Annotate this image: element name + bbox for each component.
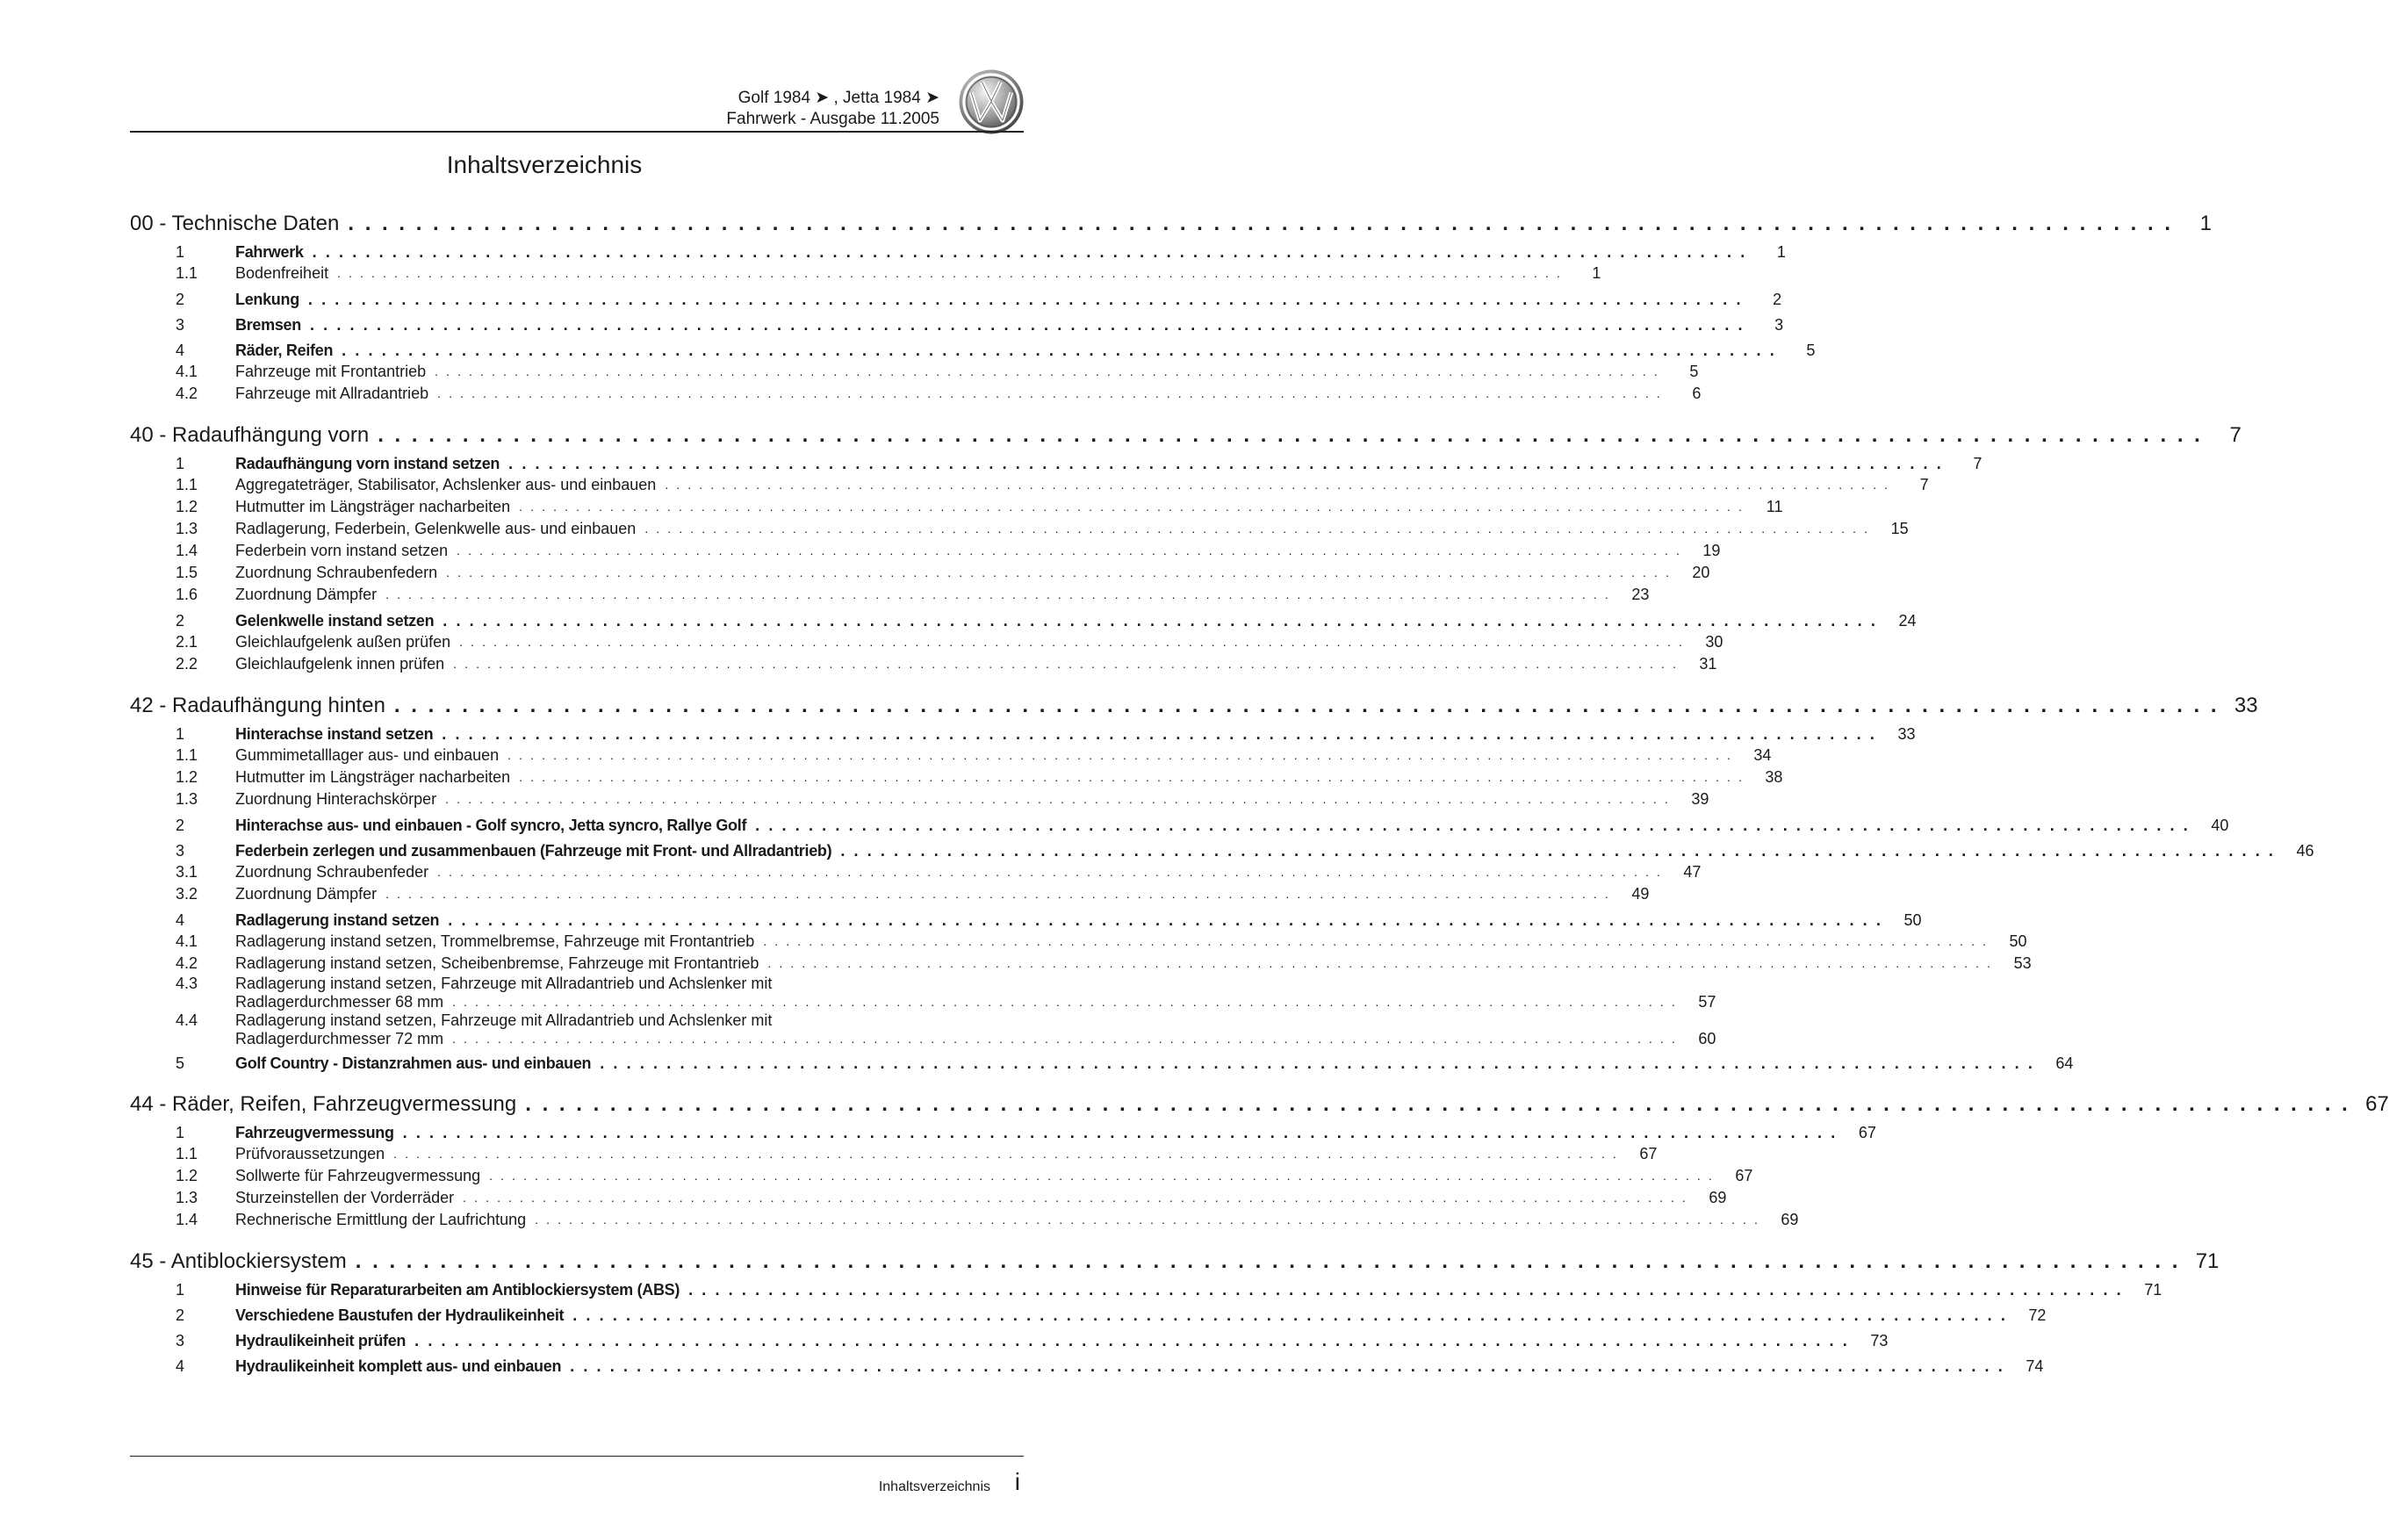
- toc-page-number: 24: [1898, 612, 1917, 630]
- dot-leader: . . . . . . . . . . . . . . . . . . . . . . . . . . . . . . . . . . . . . . . . . . . . . . . . . . . . . . . . . . . . . . . . . . . . . . . . . . . . . . . . . . . . . . . . . . . . . . . . . . . . . . . . . . . .: [763, 934, 1989, 948]
- dot-leader: . . . . . . . . . . . . . . . . . . . . . . . . . . . . . . . . . . . . . . . . . . . . . . . . . . . . . . . . . . . . . . . . . . . . . . . . . . . . . . . . . . . . . . . . . . . . . . . . . . . . . . . . . . . .: [437, 386, 1663, 400]
- toc-subsection-row: [176, 931, 2027, 953]
- toc-chapter-label: [130, 1249, 347, 1275]
- dot-leader: . . . . . . . . . . . . . . . . . . . . . . . . . . . . . . . . . . . . . . . . . . . . . . . . . . . . . . . . . . . . . . . . . . . . . . . . . . . . . . . . . . . . . . . . . . . . . . . . . . . . . . . . . . . .: [453, 657, 1679, 671]
- toc-subsection[interactable]: [130, 1143, 1658, 1165]
- toc-page-number: 11: [1766, 498, 1783, 515]
- toc-subsection-row: [176, 993, 1716, 1011]
- toc-subsection-title: Radlagerung instand setzen, Scheibenbremse, Fahrzeuge mit Frontantrieb: [235, 954, 759, 972]
- dot-leader: . . . . . . . . . . . . . . . . . . . . . . . . . . . . . . . . . . . . . . . . . . . . . . . . . . . . . . . . . . . . . . . . . . . . . . . . . . . . . . . . . . . . . . . . . . . . . . . . . . . . . . . . . . . .: [402, 1124, 1838, 1141]
- toc-section-row: [176, 610, 1917, 631]
- toc-section-title: Bremsen: [235, 316, 301, 334]
- toc-section[interactable]: [130, 1305, 2047, 1326]
- toc-page-number: 69: [1781, 1211, 1799, 1228]
- toc-subsection-number: 3.2: [176, 885, 198, 903]
- dot-leader: . . . . . . . . . . . . . . . . . . . . . . . . . . . . . . . . . . . . . . . . . . . . . . . . . . . . . . . . . . . . . . . . . . . . . . . . . . . . . . . . . . . . . . . . . . . . . . . . . . . . . . . . . . . .: [519, 500, 1745, 514]
- toc-section-number: 1: [176, 1281, 185, 1299]
- toc-page-number: 71: [2195, 1249, 2220, 1273]
- toc-section-number: 1: [176, 725, 185, 743]
- toc-subsection-number: 4.2: [176, 385, 198, 402]
- toc-section-title: Hinterachse instand setzen: [235, 725, 434, 743]
- dot-leader: . . . . . . . . . . . . . . . . . . . . . . . . . . . . . . . . . . . . . . . . . . . . . . . . . . . . . . . . . . . . . . . . . . . . . . . . . . . . . . . . . . . . . . . . . . . . . . . . . . . . . . . . . . . .: [457, 543, 1682, 558]
- toc-subsection-row: [176, 1165, 1753, 1187]
- toc-section[interactable]: [130, 723, 1916, 745]
- dot-leader: . . . . . . . . . . . . . . . . . . . . . . . . . . . . . . . . . . . . . . . . . . . . . . . . . . . . . . . . . . . . . . . . . . . . . . . . . . . . . . . . . . . . . . . . . . . . . . . . . . . . . . . . . . . .: [755, 817, 2191, 834]
- toc-subsection[interactable]: [130, 562, 1710, 584]
- dot-leader: . . . . . . . . . . . . . . . . . . . . . . . . . . . . . . . . . . . . . . . . . . . . . . . . . . . . . . . . . . . . . . . . . . . . . . . . . . . . . . . . . . . . . . . . . . . . . . . . . . . . . . . . . . . .: [414, 1332, 1850, 1349]
- toc-subsection-title: Federbein vorn instand setzen: [235, 542, 449, 559]
- toc-subsection-title: Sollwerte für Fahrzeugvermessung: [235, 1167, 481, 1184]
- toc-subsection-row: [176, 788, 1709, 810]
- dot-leader: . . . . . . . . . . . . . . . . . . . . . . . . . . . . . . . . . . . . . . . . . . . . . . . . . . . . . . . . . . . . . . . . . . . . . . . . . . . . . . . . . . . . . . . . . . . . . . . . . . . . . . . . . . . .: [525, 1092, 2350, 1116]
- toc-subsection-row: [176, 474, 1929, 496]
- toc-page-number: 3: [1774, 316, 1784, 334]
- toc-chapter-number: 00 -: [130, 212, 167, 235]
- toc-page-number: 30: [1705, 633, 1723, 651]
- footer-divider: [130, 1456, 1024, 1457]
- header-divider: [130, 131, 1024, 133]
- dot-leader: . . . . . . . . . . . . . . . . . . . . . . . . . . . . . . . . . . . . . . . . . . . . . . . . . . . . . . . . . . . . . . . . . . . . . . . . . . . . . . . . . . . . . . . . . . . . . . . . . . . . . . . . . . . .: [385, 587, 1611, 601]
- toc-subsection-title: Radlagerung instand setzen, Trommelbremse, Fahrzeuge mit Frontantrieb: [235, 932, 755, 950]
- toc-subsection-title: Radlagerung, Federbein, Gelenkwelle aus- und einbauen: [235, 520, 637, 537]
- toc-page-number: 73: [1870, 1332, 1889, 1349]
- toc-section-title: Gelenkwelle instand setzen: [235, 612, 435, 630]
- toc-page-number: 67: [1735, 1167, 1753, 1184]
- toc-subsection-row: [176, 584, 1650, 606]
- toc-chapter-row: [130, 422, 2241, 449]
- toc-subsection-row: [176, 562, 1710, 584]
- toc-subsection-row: [176, 1143, 1658, 1165]
- toc-section-number: 2: [176, 1306, 185, 1324]
- toc-section-row: [176, 1122, 1876, 1143]
- toc-section-row: [176, 910, 1922, 931]
- toc-chapter[interactable]: [130, 211, 2212, 237]
- toc-subsection-number: 1.4: [176, 1211, 198, 1228]
- toc-subsection-number: 3.1: [176, 863, 198, 881]
- dot-leader: . . . . . . . . . . . . . . . . . . . . . . . . . . . . . . . . . . . . . . . . . . . . . . . . . . . . . . . . . . . . . . . . . . . . . . . . . . . . . . . . . . . . . . . . . . . . . . . . . . . . . . . . . . . .: [535, 1213, 1760, 1227]
- dot-leader: . . . . . . . . . . . . . . . . . . . . . . . . . . . . . . . . . . . . . . . . . . . . . . . . . . . . . . . . . . . . . . . . . . . . . . . . . . . . . . . . . . . . . . . . . . . . . . . . . . . . . . . . . . . .: [435, 364, 1660, 378]
- dot-leader: . . . . . . . . . . . . . . . . . . . . . . . . . . . . . . . . . . . . . . . . . . . . . . . . . . . . . . . . . . . . . . . . . . . . . . . . . . . . . . . . . . . . . . . . . . . . . . . . . . . . . . . . . . . .: [437, 865, 1663, 879]
- toc-subsection-title: Gummimetalllager aus- und einbauen: [235, 746, 500, 764]
- dot-leader: . . . . . . . . . . . . . . . . . . . . . . . . . . . . . . . . . . . . . . . . . . . . . . . . . . . . . . . . . . . . . . . . . . . . . . . . . . . . . . . . . . . . . . . . . . . . . . . . . . . . . . . . . . . .: [644, 522, 1870, 536]
- toc-subsection-row: [176, 263, 1601, 284]
- toc-subsection[interactable]: [130, 584, 1650, 606]
- toc-subsection-row: [176, 1187, 1727, 1209]
- toc-page-number: 47: [1683, 863, 1702, 881]
- toc-section-row: [176, 1356, 2044, 1377]
- toc-page-number: 53: [2013, 954, 2032, 972]
- toc-chapter-row: [130, 1249, 2220, 1275]
- toc-section[interactable]: [130, 1330, 1889, 1351]
- toc-section[interactable]: [130, 340, 1816, 361]
- toc-subsection-row: [176, 653, 1717, 675]
- toc-page-number: 50: [1903, 911, 1922, 929]
- toc-subsection-title: Prüfvoraussetzungen: [235, 1145, 385, 1162]
- toc-subsection-row: [176, 766, 1783, 788]
- toc-section-number: 2: [176, 817, 185, 834]
- toc-page-number: 57: [1698, 993, 1716, 1011]
- toc-page-number: 39: [1691, 790, 1709, 808]
- toc-chapter[interactable]: [130, 1249, 2220, 1275]
- toc-section[interactable]: [130, 610, 1917, 631]
- toc-page-number: 15: [1890, 520, 1909, 537]
- toc-page-number: 2: [1773, 291, 1782, 308]
- toc-subsection-title: Gleichlaufgelenk außen prüfen: [235, 633, 451, 651]
- toc-subsection-number: 1.4: [176, 542, 198, 559]
- toc-page-number: 67: [1858, 1124, 1876, 1141]
- toc-section-number: 1: [176, 455, 185, 472]
- toc-subsection[interactable]: [130, 1187, 1727, 1209]
- toc-subsection-title: Hutmutter im Längsträger nacharbeiten: [235, 768, 511, 786]
- toc-subsection-number: 2.1: [176, 633, 198, 651]
- toc-section-title: Hinweise für Reparaturarbeiten am Antiblockiersystem (ABS): [235, 1281, 680, 1299]
- toc-subsection[interactable]: [130, 1209, 1799, 1231]
- toc-section[interactable]: [130, 840, 2314, 861]
- toc-subsection[interactable]: [130, 975, 1716, 1011]
- toc-section-row: [176, 815, 2229, 836]
- toc-subsection-number: 1.2: [176, 498, 198, 515]
- dot-leader: . . . . . . . . . . . . . . . . . . . . . . . . . . . . . . . . . . . . . . . . . . . . . . . . . . . . . . . . . . . . . . . . . . . . . . . . . . . . . . . . . . . . . . . . . . . . . . . . . . . . . . . . . . . .: [688, 1281, 2124, 1299]
- toc-section-row: [176, 1330, 1889, 1351]
- toc-page-number: 1: [1776, 243, 1786, 261]
- dot-leader: . . . . . . . . . . . . . . . . . . . . . . . . . . . . . . . . . . . . . . . . . . . . . . . . . . . . . . . . . . . . . . . . . . . . . . . . . . . . . . . . . . . . . . . . . . . . . . . . . . . . . . . . . . . .: [348, 212, 2173, 235]
- toc-subsection-number: 1.1: [176, 746, 198, 764]
- toc-section[interactable]: [130, 1122, 1876, 1143]
- toc-subsection-title: Aggregateträger, Stabilisator, Achslenker aus- und einbauen: [235, 476, 657, 493]
- toc-section-title: Radlagerung instand setzen: [235, 911, 440, 929]
- toc-section-row: [176, 340, 1816, 361]
- dot-leader: . . . . . . . . . . . . . . . . . . . . . . . . . . . . . . . . . . . . . . . . . . . . . . . . . . . . . . . . . . . . . . . . . . . . . . . . . . . . . . . . . . . . . . . . . . . . . . . . . . . . . . . . . . . .: [342, 342, 1777, 359]
- toc-subsection[interactable]: [130, 518, 1909, 540]
- toc-page-number: 1: [2199, 212, 2212, 235]
- dot-leader: . . . . . . . . . . . . . . . . . . . . . . . . . . . . . . . . . . . . . . . . . . . . . . . . . . . . . . . . . . . . . . . . . . . . . . . . . . . . . . . . . . . . . . . . . . . . . . . . . . . . . . . . . . . .: [507, 748, 1733, 762]
- dot-leader: . . . . . . . . . . . . . . . . . . . . . . . . . . . . . . . . . . . . . . . . . . . . . . . . . . . . . . . . . . . . . . . . . . . . . . . . . . . . . . . . . . . . . . . . . . . . . . . . . . . . . . . . . . . .: [337, 266, 1563, 280]
- dot-leader: . . . . . . . . . . . . . . . . . . . . . . . . . . . . . . . . . . . . . . . . . . . . . . . . . . . . . . . . . . . . . . . . . . . . . . . . . . . . . . . . . . . . . . . . . . . . . . . . . . . . . . . . . . . .: [312, 243, 1747, 261]
- toc-section-row: [176, 840, 2314, 861]
- dot-leader: . . . . . . . . . . . . . . . . . . . . . . . . . . . . . . . . . . . . . . . . . . . . . . . . . . . . . . . . . . . . . . . . . . . . . . . . . . . . . . . . . . . . . . . . . . . . . . . . . . . . . . . . . . . .: [309, 316, 1745, 334]
- toc-page-number: 20: [1692, 564, 1710, 581]
- toc-page-number: 46: [2296, 842, 2314, 860]
- toc-page-number: 23: [1631, 586, 1650, 603]
- toc-page-number: 33: [2234, 694, 2258, 717]
- toc-chapter[interactable]: [130, 693, 2258, 719]
- toc-subsection[interactable]: [130, 766, 1783, 788]
- dot-leader: . . . . . . . . . . . . . . . . . . . . . . . . . . . . . . . . . . . . . . . . . . . . . . . . . . . . . . . . . . . . . . . . . . . . . . . . . . . . . . . . . . . . . . . . . . . . . . . . . . . . . . . . . . . .: [489, 1169, 1715, 1183]
- toc-subsection-title: Fahrzeuge mit Frontantrieb: [235, 363, 427, 380]
- toc-page-number: 72: [2028, 1306, 2047, 1324]
- toc-subsection-number: 1.1: [176, 1145, 198, 1162]
- dot-leader: . . . . . . . . . . . . . . . . . . . . . . . . . . . . . . . . . . . . . . . . . . . . . . . . . . . . . . . . . . . . . . . . . . . . . . . . . . . . . . . . . . . . . . . . . . . . . . . . . . . . . . . . . . . .: [385, 887, 1611, 901]
- toc-chapter-row: [130, 211, 2212, 237]
- dot-leader: . . . . . . . . . . . . . . . . . . . . . . . . . . . . . . . . . . . . . . . . . . . . . . . . . . . . . . . . . . . . . . . . . . . . . . . . . . . . . . . . . . . . . . . . . . . . . . . . . . . . . . . . . . . .: [570, 1357, 2005, 1375]
- toc-subsection-row: [176, 1209, 1799, 1231]
- toc-subsection-row: [176, 518, 1909, 540]
- dot-leader: . . . . . . . . . . . . . . . . . . . . . . . . . . . . . . . . . . . . . . . . . . . . . . . . . . . . . . . . . . . . . . . . . . . . . . . . . . . . . . . . . . . . . . . . . . . . . . . . . . . . . . . . . . . .: [767, 956, 1993, 970]
- toc-section[interactable]: [130, 289, 1782, 310]
- toc-subsection-number: 1.1: [176, 476, 198, 493]
- toc-subsection[interactable]: [130, 653, 1717, 675]
- toc-chapter-title: Technische Daten: [171, 212, 340, 235]
- toc-subsection-title: Bodenfreiheit: [235, 264, 329, 282]
- toc-page-number: 64: [2055, 1054, 2074, 1072]
- toc-subsection-title: Hutmutter im Längsträger nacharbeiten: [235, 498, 511, 515]
- toc-subsection[interactable]: [130, 861, 1702, 883]
- toc-subsection[interactable]: [130, 953, 2032, 975]
- toc-section-title: Radaufhängung vorn instand setzen: [235, 455, 500, 472]
- toc-section-number: 2: [176, 291, 185, 308]
- toc-page-number: 6: [1692, 385, 1702, 402]
- toc-subsection-title: Zuordnung Dämpfer: [235, 885, 378, 903]
- toc-chapter-row: [130, 1091, 2389, 1118]
- dot-leader: . . . . . . . . . . . . . . . . . . . . . . . . . . . . . . . . . . . . . . . . . . . . . . . . . . . . . . . . . . . . . . . . . . . . . . . . . . . . . . . . . . . . . . . . . . . . . . . . . . . . . . . . . . . .: [508, 455, 1944, 472]
- toc-section-title: Verschiedene Baustufen der Hydraulikeinheit: [235, 1306, 565, 1324]
- toc-subsection-number: 1.3: [176, 520, 198, 537]
- toc-page-number: 69: [1709, 1189, 1727, 1206]
- toc-subsection-number: 1.6: [176, 586, 198, 603]
- toc-section-number: 5: [176, 1054, 185, 1072]
- toc-subsection-number: 4.1: [176, 932, 198, 950]
- toc-subsection-number: 1.3: [176, 790, 198, 808]
- toc-section-number: 3: [176, 316, 185, 334]
- toc-subsection-row: [176, 361, 1699, 383]
- page-title: Inhaltsverzeichnis: [446, 151, 643, 178]
- toc-section[interactable]: [130, 1053, 2074, 1074]
- dot-leader: . . . . . . . . . . . . . . . . . . . . . . . . . . . . . . . . . . . . . . . . . . . . . . . . . . . . . . . . . . . . . . . . . . . . . . . . . . . . . . . . . . . . . . . . . . . . . . . . . . . . . . . . . . . .: [442, 725, 1877, 743]
- toc-subsection-number: 1.2: [176, 768, 198, 786]
- toc-chapter-row: [130, 693, 2258, 719]
- toc-chapter-number: 45 -: [130, 1249, 167, 1273]
- footer-page-number: i: [1014, 1468, 1020, 1495]
- toc-section-title: Räder, Reifen: [235, 342, 334, 359]
- toc-chapter-label: [130, 211, 339, 237]
- toc-subsection-title: Zuordnung Schraubenfeder: [235, 863, 429, 881]
- toc-page-number: 5: [1806, 342, 1816, 359]
- toc-section-title: Fahrzeugvermessung: [235, 1124, 394, 1141]
- toc-subsection-row: [176, 383, 1702, 405]
- document-header: [726, 88, 939, 130]
- dot-leader: . . . . . . . . . . . . . . . . . . . . . . . . . . . . . . . . . . . . . . . . . . . . . . . . . . . . . . . . . . . . . . . . . . . . . . . . . . . . . . . . . . . . . . . . . . . . . . . . . . . . . . . . . . . .: [665, 478, 1890, 492]
- toc-subsection-row: [176, 883, 1650, 905]
- dot-leader: . . . . . . . . . . . . . . . . . . . . . . . . . . . . . . . . . . . . . . . . . . . . . . . . . . . . . . . . . . . . . . . . . . . . . . . . . . . . . . . . . . . . . . . . . . . . . . . . . . . . . . . . . . . .: [443, 612, 1878, 630]
- toc-subsection-title: Radlagerung instand setzen, Fahrzeuge mit Allradantrieb und Achslenker mit: [235, 1011, 773, 1029]
- toc-page-number: 19: [1702, 542, 1721, 559]
- toc-subsection[interactable]: [130, 1011, 1716, 1048]
- dot-leader: . . . . . . . . . . . . . . . . . . . . . . . . . . . . . . . . . . . . . . . . . . . . . . . . . . . . . . . . . . . . . . . . . . . . . . . . . . . . . . . . . . . . . . . . . . . . . . . . . . . . . . . . . . . .: [355, 1249, 2181, 1273]
- toc-chapter-number: 40 -: [130, 423, 167, 447]
- dot-leader: . . . . . . . . . . . . . . . . . . . . . . . . . . . . . . . . . . . . . . . . . . . . . . . . . . . . . . . . . . . . . . . . . . . . . . . . . . . . . . . . . . . . . . . . . . . . . . . . . . . . . . . . . . . .: [600, 1054, 2035, 1072]
- toc-section-number: 1: [176, 243, 185, 261]
- toc-section[interactable]: [130, 910, 1922, 931]
- toc-section-row: [176, 1053, 2074, 1074]
- dot-leader: . . . . . . . . . . . . . . . . . . . . . . . . . . . . . . . . . . . . . . . . . . . . . . . . . . . . . . . . . . . . . . . . . . . . . . . . . . . . . . . . . . . . . . . . . . . . . . . . . . . . . . . . . . . .: [307, 291, 1744, 308]
- toc-section-row: [176, 289, 1782, 310]
- toc-subsection-title: Rechnerische Ermittlung der Laufrichtung: [235, 1211, 527, 1228]
- toc-section-number: 3: [176, 1332, 185, 1349]
- toc-subsection-number: 4.2: [176, 954, 198, 972]
- toc-subsection[interactable]: [130, 931, 2027, 953]
- dot-leader: . . . . . . . . . . . . . . . . . . . . . . . . . . . . . . . . . . . . . . . . . . . . . . . . . . . . . . . . . . . . . . . . . . . . . . . . . . . . . . . . . . . . . . . . . . . . . . . . . . . . . . . . . . . .: [393, 1147, 1619, 1161]
- toc-page-number: 33: [1897, 725, 1916, 743]
- toc-section-number: 1: [176, 1124, 185, 1141]
- toc-subsection-number: 1.1: [176, 264, 198, 282]
- toc-subsection-title-cont: Radlagerdurchmesser 68 mm: [235, 993, 444, 1011]
- toc-subsection[interactable]: [130, 496, 1783, 518]
- footer-label: Inhaltsverzeichnis: [878, 1479, 990, 1494]
- toc-chapter-label: [130, 693, 385, 719]
- dot-leader: . . . . . . . . . . . . . . . . . . . . . . . . . . . . . . . . . . . . . . . . . . . . . . . . . . . . . . . . . . . . . . . . . . . . . . . . . . . . . . . . . . . . . . . . . . . . . . . . . . . . . . . . . . . .: [446, 565, 1672, 579]
- toc-section-row: [176, 241, 1786, 263]
- dot-leader: . . . . . . . . . . . . . . . . . . . . . . . . . . . . . . . . . . . . . . . . . . . . . . . . . . . . . . . . . . . . . . . . . . . . . . . . . . . . . . . . . . . . . . . . . . . . . . . . . . . . . . . . . . . .: [378, 423, 2203, 447]
- toc-subsection-title: Sturzeinstellen der Vorderräder: [235, 1189, 455, 1206]
- toc-section[interactable]: [130, 314, 1784, 335]
- toc-section-row: [176, 1279, 2162, 1300]
- toc-section[interactable]: [130, 1279, 2162, 1300]
- toc-page-number: 71: [2144, 1281, 2162, 1299]
- toc-chapter[interactable]: [130, 422, 2241, 449]
- toc-page-number: 67: [2365, 1092, 2389, 1116]
- toc-subsection-title: Zuordnung Hinterachskörper: [235, 790, 437, 808]
- toc-section-title: Fahrwerk: [235, 243, 304, 261]
- toc-subsection-title: Zuordnung Dämpfer: [235, 586, 378, 603]
- toc-subsection[interactable]: [130, 745, 1772, 766]
- toc-subsection-number: 1.5: [176, 564, 198, 581]
- toc-section[interactable]: [130, 815, 2229, 836]
- toc-section-row: [176, 1305, 2047, 1326]
- toc-page-number: 1: [1592, 264, 1601, 282]
- toc-section-title: Lenkung: [235, 291, 299, 308]
- dot-leader: . . . . . . . . . . . . . . . . . . . . . . . . . . . . . . . . . . . . . . . . . . . . . . . . . . . . . . . . . . . . . . . . . . . . . . . . . . . . . . . . . . . . . . . . . . . . . . . . . . . . . . . . . . . .: [445, 792, 1671, 806]
- header-models: Golf 1984 ➤ , Jetta 1984 ➤: [738, 89, 939, 107]
- toc-subsection-number: 2.2: [176, 655, 198, 673]
- toc-section[interactable]: [130, 453, 1982, 474]
- toc-subsection-row: [176, 1030, 1716, 1048]
- toc-subsection-row: [176, 861, 1702, 883]
- toc-section-title: Hinterachse aus- und einbauen - Golf syncro, Jetta syncro, Rallye Golf: [235, 817, 747, 834]
- toc-subsection[interactable]: [130, 631, 1723, 653]
- toc-section-title: Hydraulikeinheit prüfen: [235, 1332, 407, 1349]
- toc-subsection[interactable]: [130, 263, 1601, 284]
- dot-leader: . . . . . . . . . . . . . . . . . . . . . . . . . . . . . . . . . . . . . . . . . . . . . . . . . . . . . . . . . . . . . . . . . . . . . . . . . . . . . . . . . . . . . . . . . . . . . . . . . . . . . . . . . . . .: [448, 911, 1883, 929]
- toc-section-title: Federbein zerlegen und zusammenbauen (Fahrzeuge mit Front- und Allradantrieb): [235, 842, 832, 860]
- dot-leader: . . . . . . . . . . . . . . . . . . . . . . . . . . . . . . . . . . . . . . . . . . . . . . . . . . . . . . . . . . . . . . . . . . . . . . . . . . . . . . . . . . . . . . . . . . . . . . . . . . . . . . . . . . . .: [572, 1306, 2008, 1324]
- toc-chapter-title: Radaufhängung vorn: [172, 423, 370, 447]
- dot-leader: . . . . . . . . . . . . . . . . . . . . . . . . . . . . . . . . . . . . . . . . . . . . . . . . . . . . . . . . . . . . . . . . . . . . . . . . . . . . . . . . . . . . . . . . . . . . . . . . . . . . . . . . . . . .: [519, 770, 1745, 784]
- toc-section-row: [176, 723, 1916, 745]
- vw-logo-icon: [958, 68, 1025, 135]
- toc-page-number: 67: [1639, 1145, 1658, 1162]
- toc-chapter-label: [130, 422, 369, 449]
- toc-chapter-title: Radaufhängung hinten: [172, 694, 385, 717]
- toc-subsection-row: [176, 745, 1772, 766]
- toc-subsection-row: [176, 953, 2032, 975]
- toc-section[interactable]: [130, 241, 1786, 263]
- toc-page-number: 31: [1699, 655, 1717, 673]
- toc-chapter-title: Räder, Reifen, Fahrzeugvermessung: [172, 1092, 517, 1116]
- toc-subsection[interactable]: [130, 1165, 1753, 1187]
- toc-subsection-row: [176, 631, 1723, 653]
- toc-chapter-number: 42 -: [130, 694, 167, 717]
- toc-subsection-title: Radlagerung instand setzen, Fahrzeuge mit Allradantrieb und Achslenker mit: [235, 975, 773, 992]
- toc-subsection-title: Zuordnung Schraubenfedern: [235, 564, 438, 581]
- toc-section-number: 4: [176, 342, 185, 359]
- toc-page-number: 50: [2009, 932, 2027, 950]
- toc-chapter[interactable]: [130, 1091, 2389, 1118]
- toc-section-number: 2: [176, 612, 185, 630]
- toc-page-number: 7: [2229, 423, 2241, 447]
- toc-page-number: 60: [1698, 1030, 1716, 1047]
- toc-subsection-number: 1.2: [176, 1167, 198, 1184]
- toc-section-title: Golf Country - Distanzrahmen aus- und einbauen: [235, 1054, 592, 1072]
- dot-leader: . . . . . . . . . . . . . . . . . . . . . . . . . . . . . . . . . . . . . . . . . . . . . . . . . . . . . . . . . . . . . . . . . . . . . . . . . . . . . . . . . . . . . . . . . . . . . . . . . . . . . . . . . . . .: [459, 635, 1685, 649]
- toc-chapter-number: 44 -: [130, 1092, 167, 1116]
- toc-section-number: 3: [176, 842, 185, 860]
- toc-section-number: 4: [176, 1357, 185, 1375]
- toc-page-number: 7: [1973, 455, 1982, 472]
- toc-section-row: [176, 453, 1982, 474]
- toc-subsection[interactable]: [130, 474, 1929, 496]
- dot-leader: . . . . . . . . . . . . . . . . . . . . . . . . . . . . . . . . . . . . . . . . . . . . . . . . . . . . . . . . . . . . . . . . . . . . . . . . . . . . . . . . . . . . . . . . . . . . . . . . . . . . . . . . . . . .: [463, 1191, 1688, 1205]
- toc-page-number: 49: [1631, 885, 1650, 903]
- toc-subsection[interactable]: [130, 883, 1650, 905]
- toc-subsection[interactable]: [130, 540, 1721, 562]
- toc-page-number: 7: [1919, 476, 1929, 493]
- toc-subsection[interactable]: [130, 383, 1702, 405]
- toc-page-number: 38: [1765, 768, 1783, 786]
- toc-subsection-title-cont: Radlagerdurchmesser 72 mm: [235, 1030, 444, 1047]
- toc-subsection-row: [176, 496, 1783, 518]
- dot-leader: . . . . . . . . . . . . . . . . . . . . . . . . . . . . . . . . . . . . . . . . . . . . . . . . . . . . . . . . . . . . . . . . . . . . . . . . . . . . . . . . . . . . . . . . . . . . . . . . . . . . . . . . . . . .: [452, 1032, 1678, 1046]
- toc-section-number: 4: [176, 911, 185, 929]
- toc-subsection-title: Gleichlaufgelenk innen prüfen: [235, 655, 445, 673]
- toc-page-number: 74: [2026, 1357, 2044, 1375]
- table-of-contents: [130, 211, 2389, 1377]
- header-edition: Fahrwerk - Ausgabe 11.2005: [726, 110, 939, 128]
- toc-subsection-title: Fahrzeuge mit Allradantrieb: [235, 385, 429, 402]
- toc-subsection[interactable]: [130, 361, 1699, 383]
- toc-subsection-number: 1.3: [176, 1189, 198, 1206]
- dot-leader: . . . . . . . . . . . . . . . . . . . . . . . . . . . . . . . . . . . . . . . . . . . . . . . . . . . . . . . . . . . . . . . . . . . . . . . . . . . . . . . . . . . . . . . . . . . . . . . . . . . . . . . . . . . .: [452, 995, 1678, 1009]
- toc-page-number: 40: [2211, 817, 2229, 834]
- toc-subsection-number: 4.1: [176, 363, 198, 380]
- toc-subsection-number: 4.3: [176, 975, 198, 992]
- dot-leader: . . . . . . . . . . . . . . . . . . . . . . . . . . . . . . . . . . . . . . . . . . . . . . . . . . . . . . . . . . . . . . . . . . . . . . . . . . . . . . . . . . . . . . . . . . . . . . . . . . . . . . . . . . . .: [840, 842, 2276, 860]
- toc-subsection-row: [176, 540, 1721, 562]
- toc-section-row: [176, 314, 1784, 335]
- toc-page-number: 34: [1753, 746, 1772, 764]
- toc-chapter-label: [130, 1091, 516, 1118]
- toc-page-number: 5: [1689, 363, 1699, 380]
- toc-subsection-number: 4.4: [176, 1011, 198, 1029]
- dot-leader: . . . . . . . . . . . . . . . . . . . . . . . . . . . . . . . . . . . . . . . . . . . . . . . . . . . . . . . . . . . . . . . . . . . . . . . . . . . . . . . . . . . . . . . . . . . . . . . . . . . . . . . . . . . .: [393, 694, 2220, 717]
- toc-subsection[interactable]: [130, 788, 1709, 810]
- toc-section[interactable]: [130, 1356, 2044, 1377]
- toc-chapter-title: Antiblockiersystem: [170, 1249, 347, 1273]
- toc-section-title: Hydraulikeinheit komplett aus- und einbauen: [235, 1357, 562, 1375]
